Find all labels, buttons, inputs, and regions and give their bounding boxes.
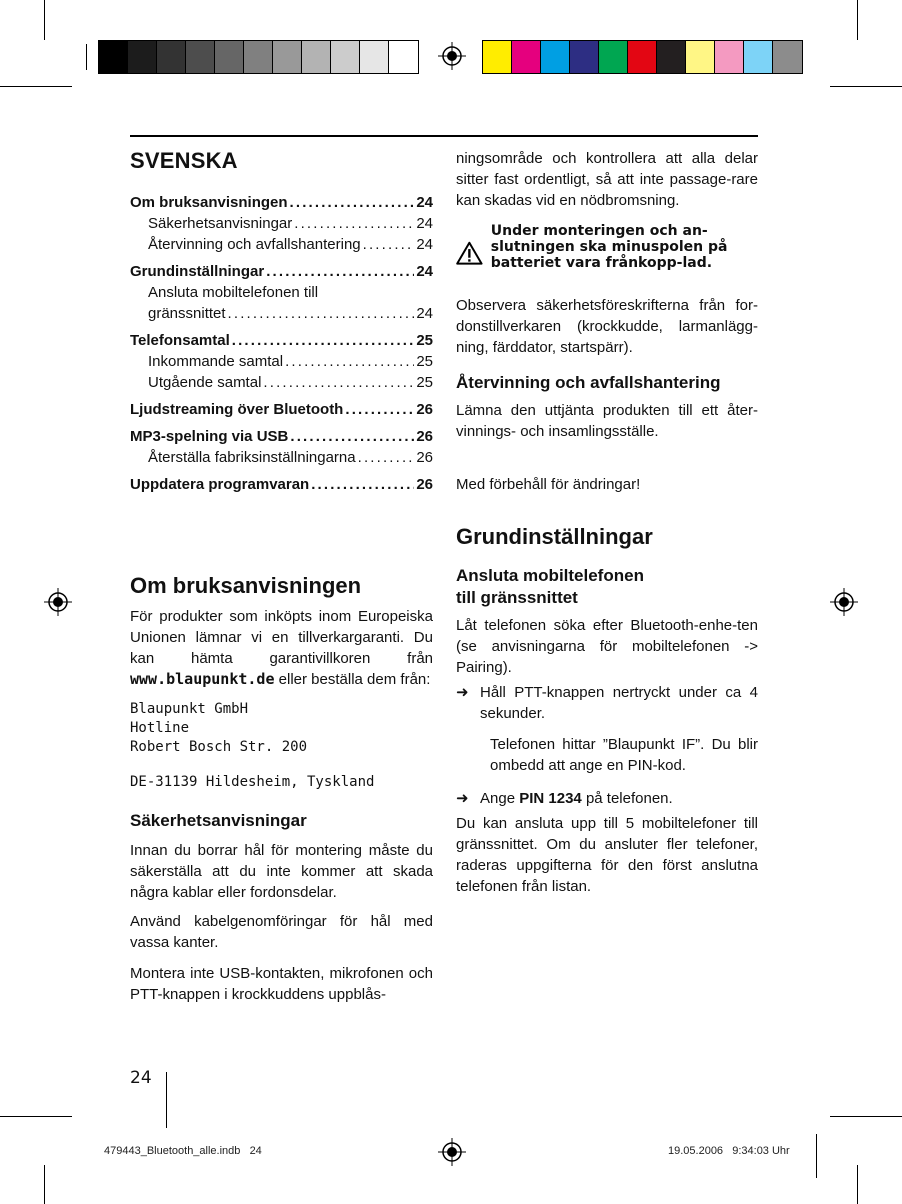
toc-entry[interactable] — [130, 426, 433, 447]
toc-entry[interactable] — [130, 261, 433, 282]
crop-mark — [0, 86, 72, 87]
color-swatch — [773, 41, 802, 73]
color-swatch — [99, 41, 128, 73]
toc-label: Säkerhetsanvisningar — [148, 215, 293, 232]
right-column — [456, 148, 758, 897]
toc-leader — [363, 234, 415, 255]
warning-text: Under monteringen och an-slutningen ska minuspolen på batteriet vara frånkopp-lad. — [490, 223, 728, 271]
language-title: SVENSKA — [130, 148, 238, 173]
color-swatch — [186, 41, 215, 73]
basic-settings-heading: Grundinställningar — [456, 524, 653, 549]
toc-entry[interactable] — [130, 330, 433, 351]
toc-leader — [263, 372, 414, 393]
color-swatch — [686, 41, 715, 73]
toc-page: 26 — [416, 476, 433, 493]
color-swatch — [302, 41, 331, 73]
toc-page: 25 — [416, 353, 433, 370]
toc-label: MP3-spelning via USB — [130, 428, 289, 445]
crop-mark — [166, 1072, 167, 1128]
toc-page: 26 — [416, 401, 433, 418]
registration-mark-icon — [830, 588, 858, 616]
color-swatch — [744, 41, 773, 73]
warning-triangle-icon — [456, 223, 483, 283]
crop-mark — [830, 86, 902, 87]
safety-paragraph-1: Innan du borrar hål för montering måste du säkerställa att du inte kommer att skada några kablar eller fordonsdelar. — [130, 842, 433, 901]
address-line: Blaupunkt GmbH — [130, 701, 249, 717]
toc-leader — [266, 261, 414, 282]
warning-box — [456, 223, 758, 283]
footer-file-info: 479443_Bluetooth_alle.indb 24 — [104, 1145, 262, 1157]
about-text-1: För produkter som inköpts inom Europeiska Unionen lämnar vi en tillverkargaranti. Du kan hämta garantivillkoren från — [130, 608, 433, 667]
crop-mark — [816, 1134, 817, 1178]
toc-page: 26 — [416, 449, 433, 466]
crop-mark — [857, 0, 858, 40]
left-column — [130, 148, 433, 1005]
crop-mark — [830, 1116, 902, 1117]
footer-timestamp: 19.05.2006 9:34:03 Uhr — [668, 1145, 790, 1157]
step-2-pre: Ange — [480, 790, 516, 807]
toc-page: 26 — [416, 428, 433, 445]
color-swatch — [657, 41, 686, 73]
toc-leader — [311, 474, 414, 495]
address-city: DE-31139 Hildesheim, Tyskland — [130, 774, 375, 790]
toc-label: gränssnittet — [148, 305, 226, 322]
recycle-heading: Återvinning och avfallshantering — [456, 373, 721, 392]
about-paragraph — [130, 606, 433, 690]
registration-mark-icon — [44, 588, 72, 616]
toc-leader — [358, 447, 415, 468]
toc-label: Grundinställningar — [130, 263, 265, 280]
arrow-icon: ➜ — [456, 790, 469, 807]
connect-heading-line-2: till gränssnittet — [456, 588, 578, 607]
toc-entry[interactable] — [130, 447, 433, 468]
toc-page: 25 — [416, 332, 433, 349]
toc-entry[interactable] — [130, 399, 433, 420]
connect-heading-line-1: Ansluta mobiltelefonen — [456, 566, 644, 585]
toc-leader — [290, 192, 415, 213]
color-swatch — [128, 41, 157, 73]
table-of-contents — [130, 192, 433, 495]
top-rule — [130, 135, 758, 137]
crop-mark — [86, 44, 87, 70]
toc-label: Utgående samtal — [148, 374, 262, 391]
toc-page: 24 — [416, 263, 433, 280]
color-swatch — [570, 41, 599, 73]
step-1-text: Håll PTT-knappen nertryckt under ca 4 sekunder. — [480, 684, 758, 722]
toc-label: Ansluta mobiltelefonen till — [148, 284, 319, 301]
address-block — [130, 700, 433, 792]
safety-heading: Säkerhetsanvisningar — [130, 811, 307, 830]
connect-paragraph: Låt telefonen söka efter Bluetooth-enhe-ten (se anvisningarna för mobiltelefonen -> Pairing). — [456, 617, 758, 676]
color-swatch — [512, 41, 541, 73]
toc-label: Telefonsamtal — [130, 332, 230, 349]
pin-code: PIN 1234 — [519, 790, 582, 807]
step-2 — [456, 788, 758, 809]
color-swatch — [541, 41, 570, 73]
toc-page: 25 — [416, 374, 433, 391]
about-heading: Om bruksanvisningen — [130, 573, 362, 598]
color-swatch — [389, 41, 418, 73]
step-1-result: Telefonen hittar ”Blaupunkt IF”. Du blir ombedd att ange en PIN-kod. — [490, 736, 758, 774]
toc-entry[interactable] — [130, 372, 433, 393]
toc-entry[interactable] — [130, 192, 433, 213]
toc-leader — [228, 303, 415, 324]
toc-page: 24 — [416, 305, 433, 322]
toc-label: Återställa fabriksinställningarna — [148, 449, 356, 466]
toc-label: Inkommande samtal — [148, 353, 284, 370]
toc-label: Om bruksanvisningen — [130, 194, 288, 211]
address-line: Robert Bosch Str. 200 — [130, 739, 308, 755]
color-swatch — [599, 41, 628, 73]
toc-leader — [290, 426, 414, 447]
crop-mark — [0, 1116, 72, 1117]
crop-mark — [44, 0, 45, 40]
recycle-paragraph: Lämna den uttjänta produkten till ett åter-vinnings- och insamlingsställe. — [456, 402, 758, 440]
registration-mark-icon — [438, 1138, 466, 1166]
toc-entry[interactable] — [130, 213, 433, 234]
final-paragraph: Du kan ansluta upp till 5 mobiltelefoner till gränssnittet. Om du ansluter fler telefoner, raderas uppgifterna för den först anslutna telefonen från listan. — [456, 815, 758, 895]
step-2-post: på telefonen. — [585, 790, 673, 807]
color-swatch — [215, 41, 244, 73]
toc-entry[interactable] — [130, 234, 433, 255]
color-swatch — [628, 41, 657, 73]
color-swatch — [273, 41, 302, 73]
safety-paragraph-2: Använd kabelgenomföringar för hål med vassa kanter. — [130, 913, 433, 951]
observe-paragraph: Observera säkerhetsföreskrifterna från for-donstillverkaren (krockkudde, larmanlägg-ning, färddator, startspärr). — [456, 297, 758, 356]
toc-entry[interactable] — [130, 474, 433, 495]
registration-mark-icon — [438, 42, 466, 70]
step-1 — [456, 682, 758, 724]
blaupunkt-link[interactable]: www.blaupunkt.de — [130, 670, 275, 688]
toc-leader — [285, 351, 414, 372]
safety-paragraph-3: Montera inte USB-kontakten, mikrofonen och PTT-knappen i krockkuddens uppblås- — [130, 965, 433, 1003]
color-swatch — [483, 41, 512, 73]
color-swatch — [715, 41, 744, 73]
toc-entry[interactable] — [130, 351, 433, 372]
toc-page: 24 — [416, 236, 433, 253]
page-number: 24 — [130, 1068, 152, 1088]
toc-leader — [232, 330, 415, 351]
toc-page: 24 — [416, 194, 433, 211]
toc-label: Ljudstreaming över Bluetooth — [130, 401, 344, 418]
toc-entry[interactable] — [130, 303, 433, 324]
toc-label: Återvinning och avfallshantering — [148, 236, 361, 253]
crop-mark — [44, 1165, 45, 1204]
arrow-icon: ➜ — [456, 684, 469, 701]
continued-paragraph: ningsområde och kontrollera att alla delar sitter fast ordentligt, så att inte passage-rare kan skadas vid en nödbromsning. — [456, 150, 758, 209]
color-swatch — [157, 41, 186, 73]
color-swatch — [331, 41, 360, 73]
crop-mark — [857, 1165, 858, 1204]
address-line: Hotline — [130, 720, 190, 736]
color-swatch — [244, 41, 273, 73]
color-swatch — [360, 41, 389, 73]
reservation-note: Med förbehåll för ändringar! — [456, 476, 641, 493]
toc-label: Uppdatera programvaran — [130, 476, 310, 493]
color-swatch-bar — [482, 40, 803, 74]
gray-swatch-bar — [98, 40, 419, 74]
toc-page: 24 — [416, 215, 433, 232]
toc-leader — [345, 399, 414, 420]
toc-entry[interactable] — [130, 282, 433, 303]
toc-leader — [294, 213, 414, 234]
about-text-2: eller beställa dem från: — [278, 671, 431, 688]
